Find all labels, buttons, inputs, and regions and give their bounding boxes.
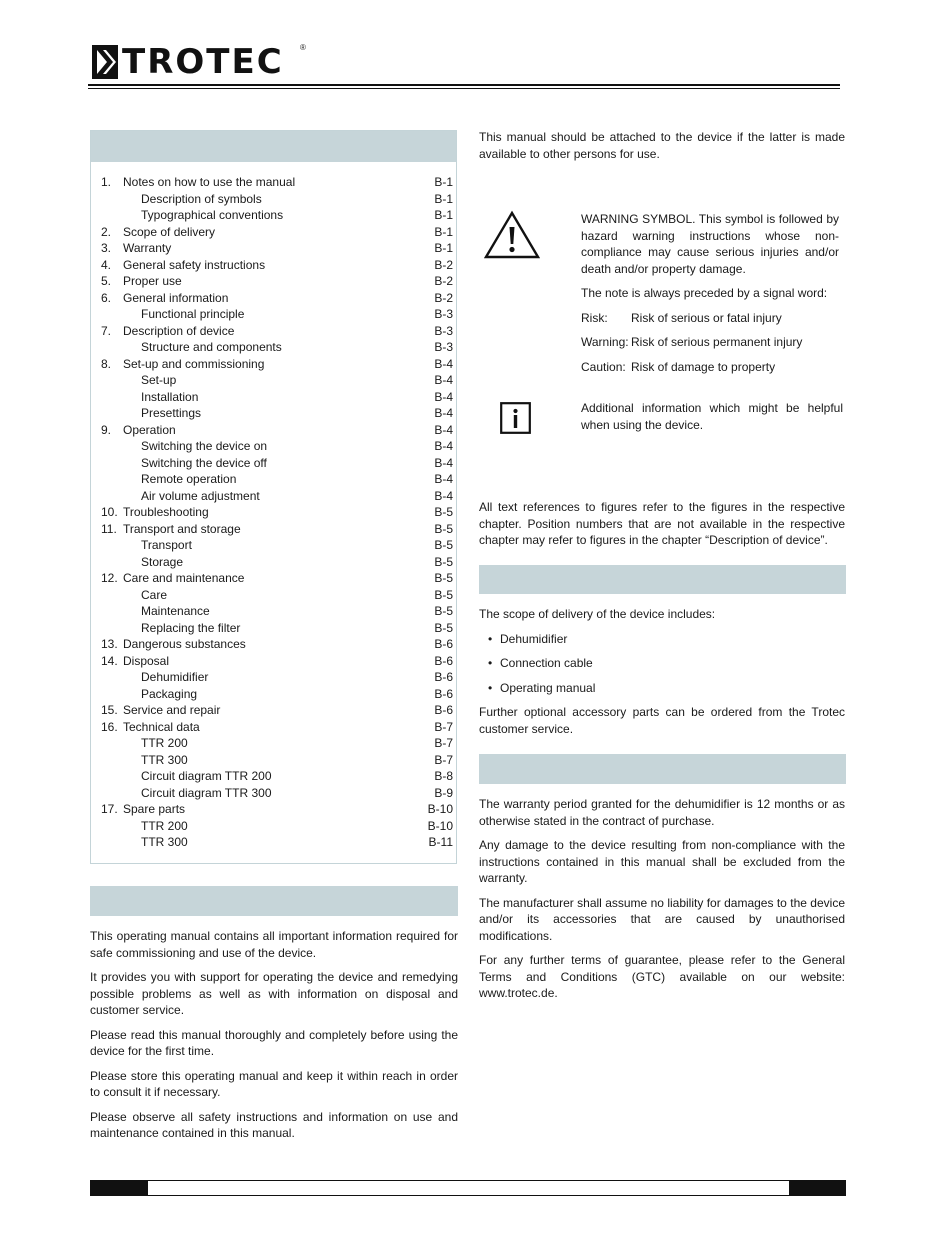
toc-entry-page: B-5: [434, 505, 453, 519]
toc-entry: [101, 752, 453, 769]
toc-entry-page: B-7: [434, 719, 453, 734]
toc-entry: [101, 537, 453, 554]
header-rule-thin: [88, 88, 840, 89]
toc-entry-num: 5.: [101, 274, 112, 288]
toc-entry: [101, 422, 453, 439]
toc-entry: [101, 257, 453, 274]
toc-entry-title: Packaging: [141, 686, 198, 701]
scope-of-delivery-section: [479, 606, 845, 745]
manual-notes-heading-band: [90, 886, 458, 916]
toc-entry-title: Air volume adjustment: [141, 488, 260, 503]
toc-entry-page: B-7: [434, 736, 453, 750]
toc-entry-title: General safety instructions: [123, 257, 266, 272]
toc-entry: [101, 191, 453, 208]
warranty-paragraph: The manufacturer shall assume no liability for damages to the device and/or its accessories that are caused by unauthorised modifications.: [479, 895, 845, 943]
toc-entry-title: Installation: [141, 389, 199, 404]
toc-entry-page: B-10: [427, 818, 453, 833]
toc-entry: [101, 686, 453, 703]
scope-list: [479, 631, 845, 697]
toc-entry-page: B-6: [434, 686, 453, 701]
manual-notes-paragraph: It provides you with support for operating the device and remedying possible problems as well as with information on disposal and customer service.: [90, 970, 458, 1017]
toc-entry-num: 1.: [101, 175, 112, 189]
toc-entry-page: B-11: [428, 835, 453, 849]
manual-notes-section: [90, 928, 458, 1150]
attach-manual-note: [479, 129, 845, 170]
info-icon: [500, 402, 531, 434]
signal-row-warning: [581, 334, 839, 351]
toc-entry: [101, 554, 453, 571]
toc-entry: [101, 785, 453, 802]
toc-entry-title: Transport and storage: [123, 521, 241, 536]
toc-entry: [101, 207, 453, 224]
toc-entry-page: B-2: [434, 257, 453, 272]
toc-entry-title: Operation: [123, 422, 176, 437]
toc-entry-page: B-3: [434, 323, 453, 338]
toc-entry: [101, 356, 453, 373]
toc-entry: [101, 603, 453, 620]
toc-entry-title: Switching the device off: [141, 455, 267, 470]
toc-entry-title: Troubleshooting: [123, 505, 209, 519]
manual-notes-paragraph: This operating manual contains all important information required for safe commissioning and use of the device.: [90, 929, 458, 960]
toc-entry-page: B-4: [434, 373, 453, 387]
toc-entry-page: B-4: [434, 356, 453, 371]
toc-entry-page: B-1: [434, 224, 453, 239]
toc-entry-num: 9.: [101, 422, 112, 437]
toc-entry-title: Transport: [141, 538, 192, 552]
toc-entry-title: Maintenance: [141, 604, 210, 618]
scope-list-item: • Operating manual: [488, 680, 596, 695]
signal-word: Caution:: [581, 359, 626, 374]
toc-entry: [101, 290, 453, 307]
toc-entry-title: Dehumidifier: [141, 670, 209, 684]
toc-entry-title: Dangerous substances: [123, 637, 246, 651]
toc-entry-num: 13.: [101, 637, 118, 651]
signal-row-caution: [581, 359, 839, 376]
toc-entry-page: B-6: [434, 670, 453, 684]
toc-entry-num: 12.: [101, 571, 118, 585]
toc-entry: [101, 339, 453, 356]
toc-entry-num: 11.: [101, 521, 117, 536]
toc-entry: [101, 834, 453, 851]
toc-entry-page: B-3: [434, 340, 453, 354]
toc-entry: [101, 818, 453, 835]
toc-entry-title: Care: [141, 587, 168, 602]
toc-entry: [101, 306, 453, 323]
toc-entry-title: Warranty: [123, 241, 172, 255]
toc-entry-title: Set-up and commissioning: [123, 356, 265, 371]
toc-entry-page: B-4: [434, 455, 453, 470]
warning-paragraph: WARNING SYMBOL. This symbol is followed by hazard warning instructions whose non-compliance may cause serious injuries and/or death and/or property damage.: [581, 212, 839, 276]
toc-entry: [101, 620, 453, 637]
toc-entry: [101, 768, 453, 785]
signal-word: Warning:: [581, 335, 629, 349]
toc-entry-num: 4.: [101, 257, 112, 272]
toc-entry-page: B-4: [434, 439, 453, 453]
toc-entry-title: Technical data: [123, 719, 200, 734]
toc-entry: [101, 488, 453, 505]
toc-entry-title: Description of symbols: [141, 191, 262, 206]
toc-entry-page: B-5: [434, 521, 453, 536]
signal-row-risk: [581, 310, 839, 327]
warranty-paragraph: Any damage to the device resulting from non-compliance with the instructions contained in this manual shall be excluded from the warranty.: [479, 838, 845, 885]
toc-heading-band: [91, 131, 456, 162]
toc-entry: [101, 653, 453, 670]
toc-entry-title: Description of device: [123, 323, 235, 338]
toc-list: [101, 174, 453, 851]
toc-entry-page: B-7: [434, 752, 453, 767]
signal-description: Risk of serious or fatal injury: [631, 310, 782, 325]
toc-entry-page: B-2: [434, 290, 453, 305]
toc-entry-title: Presettings: [141, 406, 202, 420]
toc-entry: [101, 471, 453, 488]
bullet-icon: •: [488, 656, 493, 670]
toc-entry-page: B-2: [434, 274, 453, 288]
toc-entry: [101, 669, 453, 686]
toc-entry-num: 14.: [101, 653, 118, 668]
toc-entry-num: 7.: [101, 323, 112, 338]
toc-entry-num: 6.: [101, 290, 112, 305]
toc-entry: [101, 636, 453, 653]
toc-entry-title: Storage: [141, 554, 184, 569]
warranty-heading-band: [479, 754, 846, 784]
toc-entry-page: B-4: [434, 488, 453, 503]
typographical-conventions: [479, 499, 845, 557]
toc-entry-page: B-1: [434, 191, 453, 206]
warning-triangle-icon: [484, 210, 540, 260]
header-rule: [88, 84, 840, 86]
toc-entry-title: General information: [123, 290, 229, 305]
toc-entry: [101, 521, 453, 538]
manual-notes-paragraph: Please store this operating manual and keep it within reach in order to consult it if necessary.: [90, 1068, 458, 1099]
toc-entry-page: B-1: [434, 175, 453, 189]
toc-entry-num: 10.: [101, 505, 118, 519]
attach-manual-paragraph: This manual should be attached to the device if the latter is made available to other persons for use.: [479, 130, 845, 161]
toc-entry: [101, 504, 453, 521]
toc-entry: [101, 801, 453, 818]
toc-entry: [101, 570, 453, 587]
footer-page-block-right: [789, 1180, 846, 1196]
toc-entry-page: B-5: [434, 587, 453, 602]
toc-entry: [101, 455, 453, 472]
toc-entry-page: B-3: [434, 307, 453, 321]
toc-entry: [101, 405, 453, 422]
warning-symbol-description: [581, 211, 839, 383]
toc-entry: [101, 273, 453, 290]
manual-notes-paragraph: Please read this manual thoroughly and completely before using the device for the first time.: [90, 1027, 458, 1058]
toc-entry-page: B-1: [434, 241, 453, 255]
toc-entry-page: B-4: [434, 472, 453, 486]
toc-entry-title: TTR 300: [141, 752, 188, 767]
toc-entry-title: TTR 200: [141, 736, 188, 750]
scope-list-item: • Dehumidifier: [488, 631, 568, 646]
scope-intro: The scope of delivery of the device includes:: [479, 607, 716, 621]
signal-word: Risk:: [581, 310, 608, 325]
trotec-logo-mark-icon: [92, 45, 118, 79]
toc-entry-num: 17.: [101, 802, 118, 816]
toc-entry-title: Circuit diagram TTR 300: [141, 785, 272, 800]
toc-entry-title: Typographical conventions: [141, 208, 284, 222]
info-paragraph: Additional information which might be helpful when using the device.: [581, 401, 843, 432]
toc-entry-num: 8.: [101, 356, 112, 371]
toc-entry: [101, 240, 453, 257]
toc-entry-title: Service and repair: [123, 703, 221, 717]
toc-entry-num: 3.: [101, 241, 112, 255]
signal-description: Risk of damage to property: [631, 359, 776, 374]
toc-entry-page: B-6: [434, 653, 453, 668]
warranty-paragraph: For any further terms of guarantee, please refer to the General Terms and Conditions (GTC) available on our website: www.trotec.de.: [479, 953, 845, 1000]
toc-entry: [101, 719, 453, 736]
toc-entry-title: TTR 300: [141, 835, 188, 849]
toc-entry-title: Structure and components: [141, 340, 282, 354]
toc-entry-num: 2.: [101, 224, 112, 239]
toc-entry-page: B-5: [434, 571, 453, 585]
toc-entry-page: B-5: [434, 538, 453, 552]
toc-entry-page: B-10: [427, 802, 453, 816]
toc-entry-page: B-5: [434, 554, 453, 569]
toc-entry-title: Spare parts: [123, 802, 186, 816]
scope-heading-band: [479, 565, 846, 594]
toc-entry-page: B-5: [434, 604, 453, 618]
footer-bar: [90, 1180, 846, 1196]
toc-entry-page: B-9: [434, 785, 453, 800]
toc-entry: [101, 389, 453, 406]
toc-entry: [101, 702, 453, 719]
toc-entry: [101, 323, 453, 340]
signal-word-intro: The note is always preceded by a signal word:: [581, 286, 828, 300]
toc-entry-title: Replacing the filter: [141, 620, 241, 635]
toc-entry-page: B-4: [434, 389, 453, 404]
toc-entry-page: B-1: [434, 208, 453, 222]
info-symbol-description: [581, 400, 843, 433]
toc-entry: [101, 735, 453, 752]
scope-list-item: • Connection cable: [488, 656, 593, 670]
manual-notes-paragraph: Please observe all safety instructions and information on use and maintenance contained in this manual.: [90, 1109, 458, 1140]
toc-entry: [101, 372, 453, 389]
footer-page-block-left: [90, 1180, 148, 1196]
toc-entry-page: B-8: [434, 769, 453, 783]
toc-entry-title: Remote operation: [141, 472, 237, 486]
toc-entry-page: B-4: [434, 422, 453, 437]
toc-entry: [101, 224, 453, 241]
toc-entry-page: B-6: [434, 703, 453, 717]
toc-entry-title: Proper use: [123, 274, 182, 288]
toc-entry-title: Disposal: [123, 653, 170, 668]
toc-entry: [101, 174, 453, 191]
bullet-icon: •: [488, 680, 493, 695]
signal-description: Risk of serious permanent injury: [631, 335, 803, 349]
warranty-paragraph: The warranty period granted for the dehumidifier is 12 months or as otherwise stated in the contract of purchase.: [479, 797, 845, 828]
toc-entry: [101, 587, 453, 604]
scope-outro: Further optional accessory parts can be ordered from the Trotec customer service.: [479, 705, 845, 736]
warranty-section: [479, 796, 845, 1010]
toc-entry-title: Set-up: [141, 373, 177, 387]
toc-entry-title: TTR 200: [141, 818, 188, 833]
toc-entry-title: Functional principle: [141, 307, 245, 321]
toc-entry-num: 16.: [101, 719, 118, 734]
toc-entry-title: Circuit diagram TTR 200: [141, 769, 272, 783]
toc-entry-page: B-4: [434, 406, 453, 420]
toc-entry-title: Scope of delivery: [123, 224, 216, 239]
toc-entry-title: Care and maintenance: [123, 571, 245, 585]
registered-mark: ®: [300, 43, 306, 52]
toc-entry-page: B-5: [434, 620, 453, 635]
brand-logo: [92, 42, 306, 82]
bullet-icon: •: [488, 631, 493, 646]
logo-wordmark: TROTEC: [122, 42, 284, 82]
table-of-contents: [90, 130, 457, 864]
toc-entry-page: B-6: [434, 637, 453, 651]
toc-entry: [101, 438, 453, 455]
toc-entry-num: 15.: [101, 703, 118, 717]
toc-entry-title: Notes on how to use the manual: [123, 175, 296, 189]
toc-entry-title: Switching the device on: [141, 439, 268, 453]
typographical-paragraph: All text references to figures refer to the figures in the respective chapter. Position numbers that are not available in the respective chapter may refer to figures in the chapter “Description of device”.: [479, 500, 845, 547]
